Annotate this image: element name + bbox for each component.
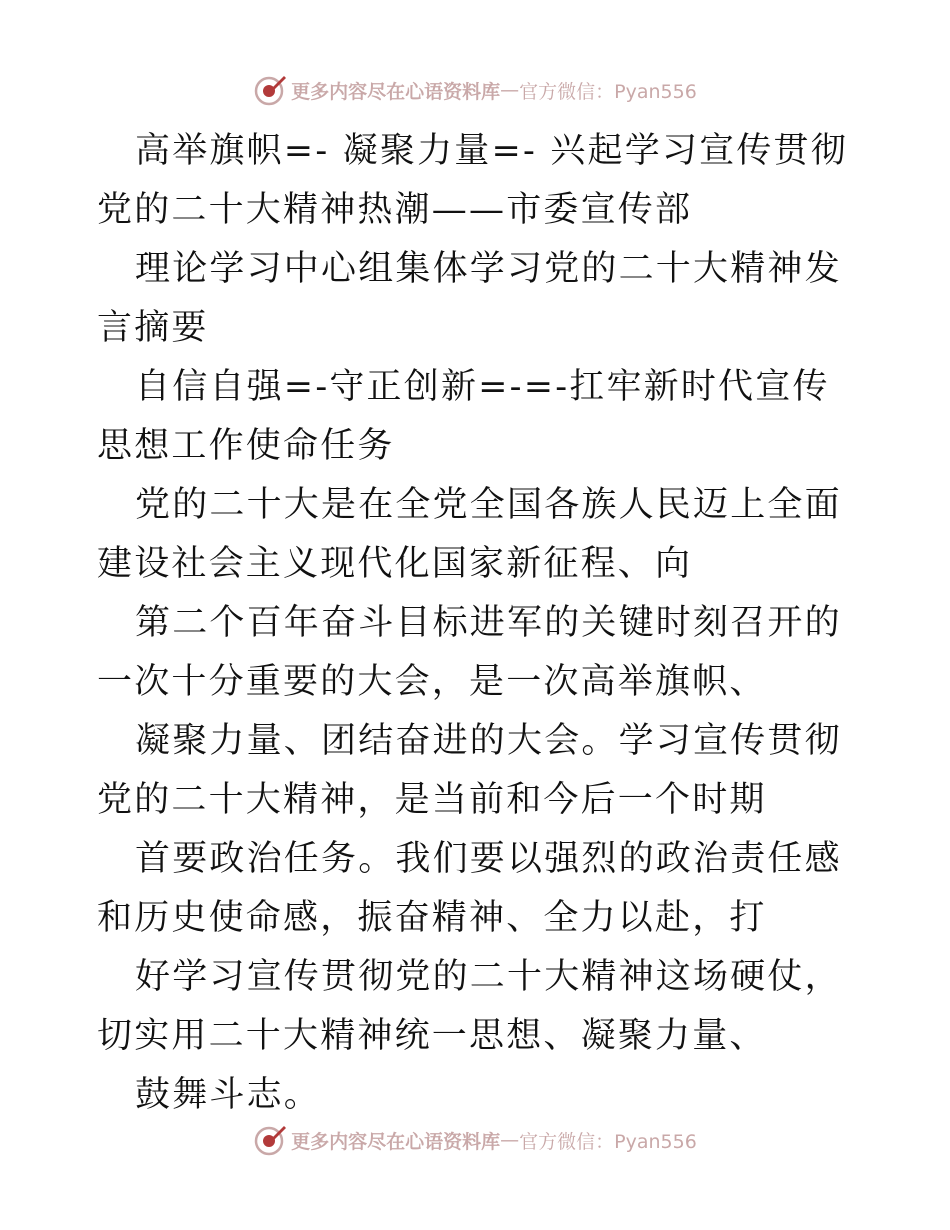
watermark-contact: 官方微信：Pyan556	[519, 1130, 697, 1153]
watermark-separator: —	[500, 79, 520, 101]
paragraph-body: 第二个百年奋斗目标进军的关键时刻召开的一次十分重要的大会，是一次高举旗帜、	[97, 603, 842, 702]
watermark-text: 更多内容尽在心语资料库	[291, 1130, 501, 1153]
watermark-contact: 官方微信：Pyan556	[519, 80, 697, 103]
paragraph-subtitle: 理论学习中心组集体学习党的二十大精神发言摘要	[97, 249, 842, 348]
paragraph-body: 凝聚力量、团结奋进的大会。学习宣传贯彻党的二十大精神，是当前和今后一个时期	[97, 721, 842, 820]
watermark-text: 更多内容尽在心语资料库	[291, 80, 501, 103]
pen-logo-icon	[253, 1123, 287, 1157]
pen-logo-icon	[253, 73, 287, 107]
paragraph-body: 好学习宣传贯彻党的二十大精神这场硬仗，切实用二十大精神统一思想、凝聚力量、	[97, 957, 842, 1056]
paragraph-body: 首要政治任务。我们要以强烈的政治责任感和历史使命感，振奋精神、全力以赴，打	[97, 839, 842, 938]
header-watermark	[0, 70, 950, 110]
paragraph-body: 党的二十大是在全党全国各族人民迈上全面建设社会主义现代化国家新征程、向	[97, 485, 842, 584]
paragraph-title: 高举旗帜=- 凝聚力量=- 兴起学习宣传贯彻党的二十大精神热潮——市委宣传部	[97, 131, 848, 230]
paragraph-heading: 自信自强=-守正创新=-=-扛牢新时代宣传思想工作使命任务	[97, 367, 830, 466]
paragraph-body: 鼓舞斗志。	[135, 1075, 322, 1115]
watermark-separator: —	[500, 1129, 520, 1151]
document-body	[97, 122, 857, 1125]
footer-watermark	[0, 1120, 950, 1160]
